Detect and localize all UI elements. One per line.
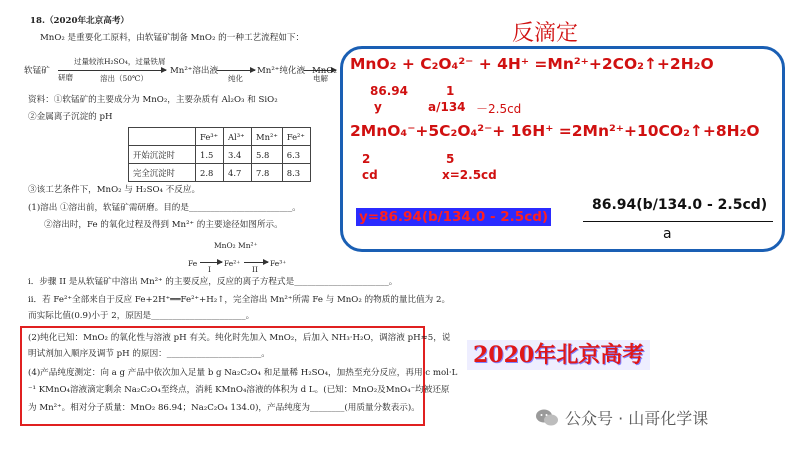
table-header-row — [129, 128, 311, 146]
table-cell: 1.5 — [196, 146, 224, 164]
flow-mid1: Mn²⁺溶出液 — [170, 66, 219, 76]
diagram-right: Fe³⁺ — [270, 259, 287, 268]
table-cell: Fe²⁺ — [282, 128, 310, 146]
question-2: (2)纯化已知：MnO₂ 的氧化性与溶液 pH 有关。纯化时先加入 MnO₂，后加入 NH₃·H₂O，调溶液 pH≈5，说 — [28, 333, 451, 343]
diagram-arrow-2 — [244, 262, 268, 263]
fraction-bar — [583, 221, 773, 222]
flow-end: MnO₂ — [312, 66, 337, 76]
ph-table — [128, 127, 311, 182]
equation-2: 2MnO₄⁻+5C₂O₄²⁻+ 16H⁺ =2Mn²⁺+10CO₂↑+8H₂O — [350, 122, 760, 140]
flow-step1-bottom: 溶出（50℃） — [100, 74, 148, 83]
eq1-var-y: y — [374, 100, 382, 114]
table-cell: 6.3 — [282, 146, 310, 164]
flow-step1-left: 研磨 — [58, 73, 73, 82]
table-cell: Fe³⁺ — [196, 128, 224, 146]
question-header: 18.（2020年北京高考） — [30, 16, 130, 26]
info-2: ②金属离子沉淀的 pH — [28, 112, 113, 122]
wechat-icon — [535, 408, 559, 428]
diagram-roman-1: I — [208, 265, 211, 274]
eq2-coef-oxalate: 5 — [446, 152, 455, 166]
watermark-text: 公众号 · 山哥化学课 — [565, 409, 709, 428]
flow-arrow-1 — [58, 70, 166, 71]
table-cell: Al³⁺ — [224, 128, 252, 146]
flow-start: 软锰矿 — [24, 66, 50, 76]
table-cell: 完全沉淀时 — [129, 164, 196, 182]
flow-arrow-2 — [217, 70, 255, 71]
result-text: y=86.94(b/134.0 - 2.5cd) — [356, 208, 551, 226]
equation-1: MnO₂ + C₂O₄²⁻ + 4H⁺ =Mn²⁺+2CO₂↑+2H₂O — [350, 55, 714, 73]
eq1-coefficient: 1 — [446, 84, 455, 98]
diagram-left: Fe — [188, 259, 198, 268]
table-cell: 3.4 — [224, 146, 252, 164]
watermark — [535, 406, 708, 429]
diagram-mid: Fe²⁺ — [224, 259, 241, 268]
diagram-arrow-1 — [200, 262, 222, 263]
table-row — [129, 164, 311, 182]
result-highlight — [356, 206, 551, 225]
eq2-var-x: x=2.5cd — [442, 168, 497, 182]
info-3: ③该工艺条件下，MnO₂ 与 H₂SO₄ 不反应。 — [28, 185, 201, 195]
flow-step1-top: 过量较浓H₂SO₄，过量铁屑 — [74, 57, 166, 66]
panel-title: 反滴定 — [512, 21, 579, 46]
question-2b: 明试剂加入顺序及调节 pH 的原因：______________________。 — [28, 349, 270, 359]
table-cell — [129, 128, 196, 146]
question-1-i: i．步骤 II 是从软锰矿中溶出 Mn²⁺ 的主要反应，反应的离子方程式是______________________。 — [28, 277, 398, 287]
eq1-var-mol: a/134 — [428, 100, 466, 114]
table-cell: 8.3 — [282, 164, 310, 182]
question-1b: ②溶出时，Fe 的氧化过程及得到 Mn²⁺ 的主要途径如图所示。 — [44, 220, 283, 230]
question-1: (1)溶出 ①溶出前，软锰矿需研磨。目的是________________________。 — [28, 203, 301, 213]
eq2-var-cd: cd — [362, 168, 378, 182]
fraction-numerator: 86.94(b/134.0 - 2.5cd) — [592, 197, 768, 213]
table-cell: 2.8 — [196, 164, 224, 182]
question-1-ii-b: 而实际比值(0.9)小于 2，原因是______________________。 — [28, 311, 255, 321]
table-cell: Mn²⁺ — [252, 128, 283, 146]
flow-step2: 纯化 — [228, 74, 243, 83]
question-intro: MnO₂ 是重要化工原料，由软锰矿制备 MnO₂ 的一种工艺流程如下： — [40, 33, 305, 43]
question-4: (4)产品纯度测定：向 a g 产品中依次加入足量 b g Na₂C₂O₄ 和足量稀 H₂SO₄，加热至充分反应，再用 c mol·L — [28, 368, 458, 378]
diagram-top: MnO₂ Mn²⁺ — [214, 241, 258, 250]
table-cell: 4.7 — [224, 164, 252, 182]
year-label — [467, 338, 650, 369]
diagram-roman-2: II — [252, 265, 258, 274]
flow-mid2: Mn²⁺纯化液 — [257, 66, 306, 76]
table-cell: 开始沉淀时 — [129, 146, 196, 164]
eq1-molar-mass: 86.94 — [370, 84, 408, 98]
table-row — [129, 146, 311, 164]
info-1: 资料：①软锰矿的主要成分为 MnO₂，主要杂质有 Al₂O₃ 和 SiO₂ — [28, 95, 278, 105]
fraction-denominator: a — [663, 226, 672, 242]
flow-step3: 电解 — [313, 74, 328, 83]
question-4b: ⁻¹ KMnO₄溶液滴定剩余 Na₂C₂O₄至终点，消耗 KMnO₄溶液的体积为 d L。(已知：MnO₂及MnO₄⁻均被还原 — [28, 385, 450, 395]
year-label-text: 2020年北京高考 — [467, 340, 650, 370]
table-cell: 7.8 — [252, 164, 283, 182]
question-1-ii: ii．若 Fe²⁺全部来自于反应 Fe+2H⁺══Fe²⁺+H₂↑，完全溶出 Mn²⁺所需 Fe 与 MnO₂ 的物质的量比值为 2。 — [28, 295, 451, 305]
question-4c: 为 Mn²⁺。相对分子质量：MnO₂ 86.94；Na₂C₂O₄ 134.0)，产品纯度为________(用质量分数表示)。 — [28, 403, 420, 413]
eq2-coef-permanganate: 2 — [362, 152, 371, 166]
eq1-var-subtract: －2.5cd — [476, 102, 522, 116]
table-cell: 5.8 — [252, 146, 283, 164]
